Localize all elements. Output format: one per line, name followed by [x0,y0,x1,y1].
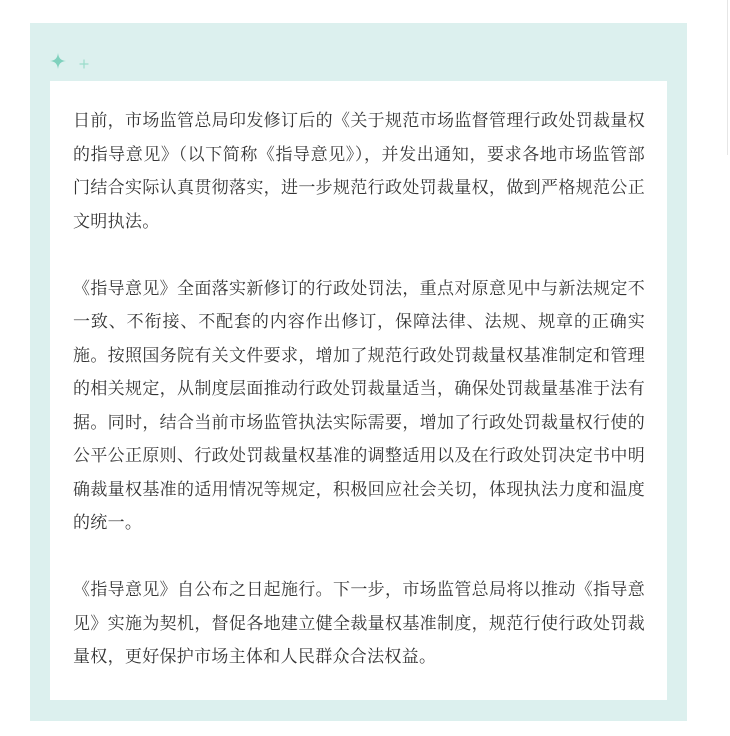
article-paragraph-2: 《指导意见》全面落实新修订的行政处罚法，重点对原意见中与新法规定不一致、不衔接、不配套的内容作出修订，保障法律、法规、规章的正确实施。按照国务院有关文件要求，增加了规范行政处罚裁量权基准制定和管理的相关规定，从制度层面推动行政处罚裁量适当，确保处罚裁量基准于法有据。同时，结合当前市场监管执法实际需要，增加了行政处罚裁量权行使的公平公正原则、行政处罚裁量权基准的调整适用以及在行政处罚决定书中明确裁量权基准的适用情况等规定，积极回应社会关切，体现执法力度和温度的统一。 [73,278,645,533]
article-card [50,81,667,700]
article-paragraph-3: 《指导意见》自公布之日起施行。下一步，市场监管总局将以推动《指导意见》实施为契机，督促各地建立健全裁量权基准制度，规范行使行政处罚裁量权，更好保护市场主体和人民群众合法权益。 [73,580,645,667]
article-frame [30,23,687,721]
article-paragraph-1: 日前，市场监管总局印发修订后的《关于规范市场监督管理行政处罚裁量权的指导意见》（以下简称《指导意见》），并发出通知，要求各地市场监管部门结合实际认真贯彻落实，进一步规范行政处罚裁量权，做到严格规范公正文明执法。 [73,111,645,232]
right-edge-divider [727,0,728,155]
plus-sparkle-icon [79,59,89,69]
sparkle-icon [50,53,66,69]
